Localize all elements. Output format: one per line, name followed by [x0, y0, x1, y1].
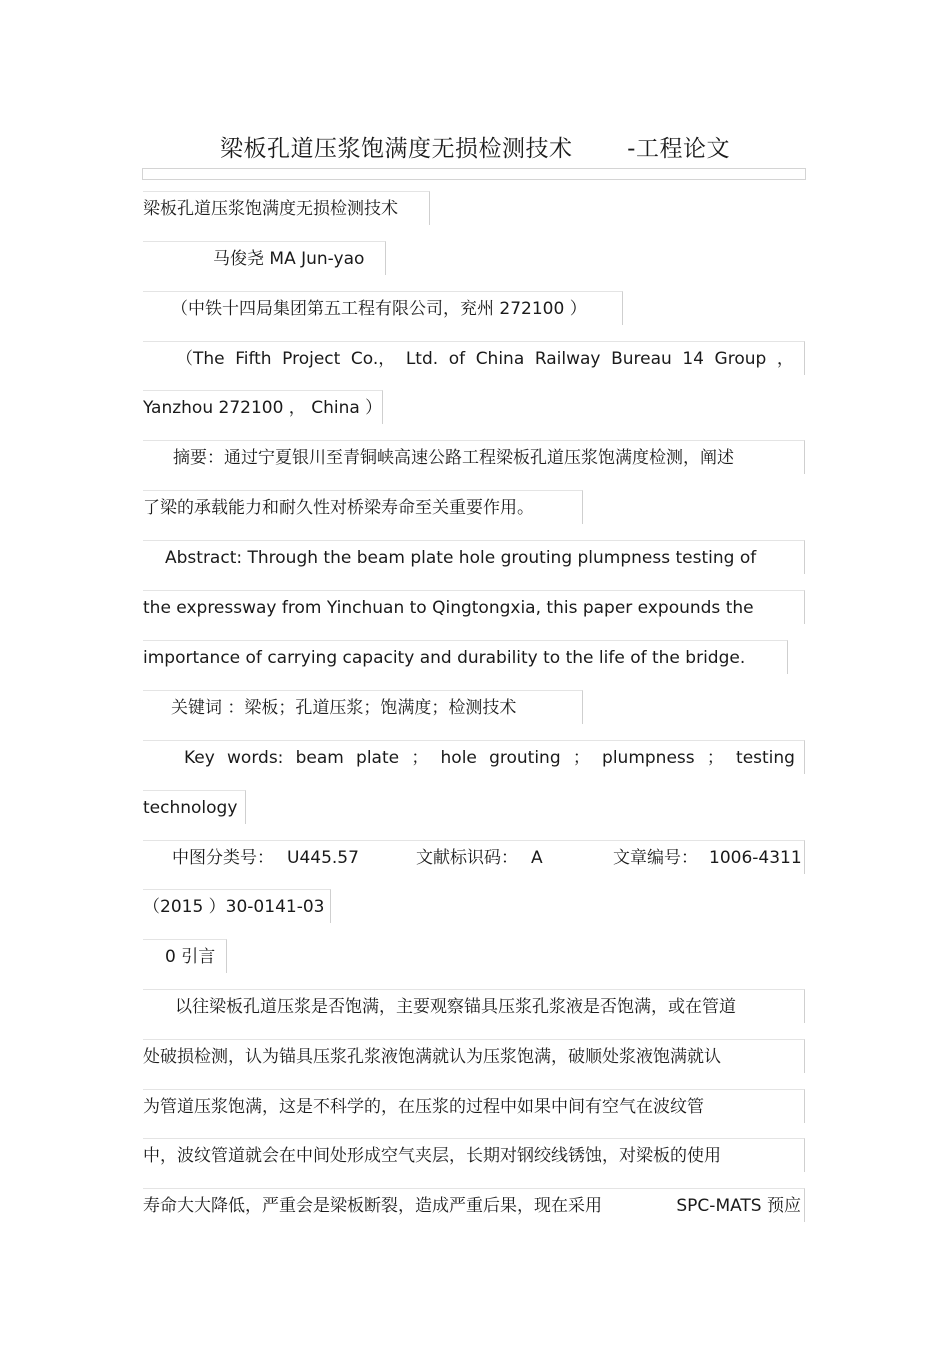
author-line: 马俊尧 MA Jun-yao	[143, 241, 386, 275]
keywords-en-word: ；	[572, 748, 590, 768]
clc-value: U445.57	[287, 848, 359, 868]
page-title: 梁板孔道压浆饱满度无损检测技术 -工程论文	[220, 136, 730, 162]
affiliation-en-word: （The	[176, 349, 225, 369]
article-no-value: 1006-4311	[709, 848, 802, 868]
affiliation-en-word: China	[475, 349, 525, 369]
affiliation-en-word: Railway	[534, 349, 601, 369]
body-paragraph-line5	[143, 1188, 805, 1222]
body-paragraph-line1: 以往梁板孔道压浆是否饱满，主要观察锚具压浆孔浆液是否饱满，或在管道	[143, 989, 805, 1023]
title-divider	[142, 168, 806, 180]
affiliation-en-word: Ltd.	[405, 349, 439, 369]
body-line5-text: 寿命大大降低，严重会是梁板断裂，造成严重后果，现在采用	[143, 1196, 602, 1216]
clc-label: 中图分类号：	[172, 848, 274, 868]
keywords-en-word: ；	[411, 748, 429, 768]
keywords-en-word: beam	[295, 748, 344, 768]
affiliation-en-word: Project	[282, 349, 341, 369]
affiliation-cn: （中铁十四局集团第五工程有限公司，兖州 272100 ）	[143, 291, 623, 325]
abstract-en-line2: the expressway from Yinchuan to Qingtongxia, this paper expounds the	[143, 590, 805, 624]
classification-line	[143, 840, 805, 874]
keywords-en-line1	[143, 740, 805, 774]
body-paragraph-line3: 为管道压浆饱满，这是不科学的，在压浆的过程中如果中间有空气在波纹管	[143, 1089, 805, 1123]
affiliation-en-word: ，	[776, 349, 794, 369]
affiliation-en-word: Co.，	[350, 349, 396, 369]
keywords-en-word: words:	[227, 748, 284, 768]
affiliation-en-word: 14	[682, 349, 704, 369]
doc-code-label: 文献标识码：	[416, 848, 518, 868]
body-paragraph-line4: 中，波纹管道就会在中间处形成空气夹层，长期对钢绞线锈蚀，对梁板的使用	[143, 1138, 805, 1172]
article-no-label: 文章编号：	[613, 848, 698, 868]
article-subtitle: 梁板孔道压浆饱满度无损检测技术	[143, 191, 430, 225]
keywords-en-line2: technology	[143, 790, 246, 824]
keywords-en-word: Key	[184, 748, 215, 768]
affiliation-en-word: of	[448, 349, 466, 369]
abstract-en-line1: Abstract: Through the beam plate hole grouting plumpness testing of	[143, 540, 805, 574]
body-paragraph-line2: 处破损检测，认为锚具压浆孔浆液饱满就认为压浆饱满，破顺处浆液饱满就认	[143, 1039, 805, 1073]
body-line5-end: SPC-MATS 预应	[676, 1196, 801, 1216]
article-no-line2: （2015 ）30-0141-03	[143, 889, 331, 923]
keywords-cn: 关键词 ：梁板；孔道压浆；饱满度；检测技术	[143, 690, 583, 724]
keywords-en-word: hole	[440, 748, 477, 768]
doc-code-value: A	[531, 848, 543, 868]
abstract-cn-line2: 了梁的承载能力和耐久性对桥梁寿命至关重要作用。	[143, 490, 583, 524]
affiliation-en-word: Bureau	[611, 349, 672, 369]
keywords-en-word: ；	[706, 748, 724, 768]
affiliation-en-word: Fifth	[235, 349, 272, 369]
keywords-en-word: testing	[736, 748, 795, 768]
section-heading: 0 引言	[143, 939, 227, 973]
keywords-en-word: plumpness	[602, 748, 695, 768]
affiliation-en-line1	[143, 341, 805, 375]
keywords-en-word: grouting	[489, 748, 561, 768]
keywords-en-word: plate	[356, 748, 400, 768]
affiliation-en-word: Group	[714, 349, 767, 369]
abstract-en-line3: importance of carrying capacity and durability to the life of the bridge.	[143, 640, 788, 674]
abstract-cn-line1: 摘要：通过宁夏银川至青铜峡高速公路工程梁板孔道压浆饱满度检测，阐述	[143, 440, 805, 474]
affiliation-en-line2: Yanzhou 272100 ， China ）	[143, 390, 383, 424]
